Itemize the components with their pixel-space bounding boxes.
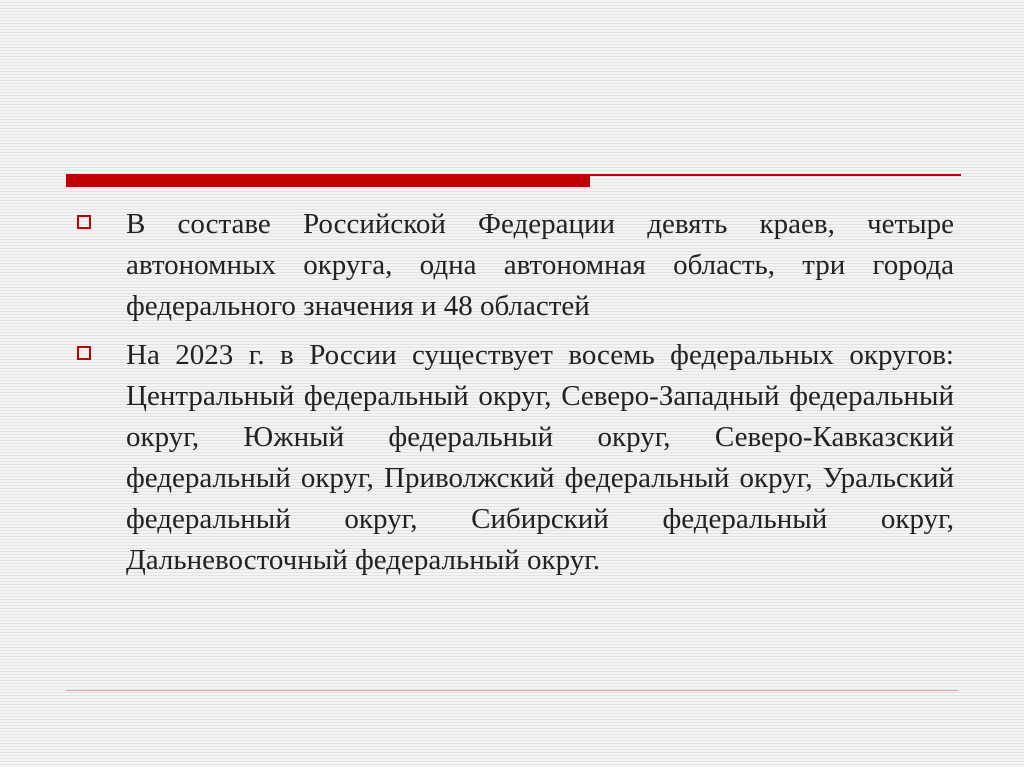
hollow-square-bullet-icon bbox=[77, 346, 91, 360]
bullet-text: На 2023 г. в России существует восемь федеральных округов: Центральный федеральный округ, Северо-Западный федеральный округ, Южный федеральный округ, Северо-Кавказский федеральный округ, Приволжский федеральный округ, Уральский федеральный округ, Сибирский федеральный округ, Дальневосточный федеральный округ. bbox=[126, 339, 954, 576]
hollow-square-bullet-icon bbox=[77, 215, 91, 229]
top-divider bbox=[66, 174, 961, 188]
bullet-item-federal-districts bbox=[74, 335, 954, 581]
bottom-divider bbox=[66, 690, 958, 691]
top-divider-thin-line bbox=[590, 174, 961, 176]
top-divider-thick-bar bbox=[66, 174, 590, 187]
slide-content bbox=[74, 204, 954, 589]
bullet-item-subjects bbox=[74, 204, 954, 327]
bullet-text: В составе Российской Федерации девять краев, четыре автономных округа, одна автономная область, три города федерального значения и 48 областей bbox=[126, 208, 954, 322]
